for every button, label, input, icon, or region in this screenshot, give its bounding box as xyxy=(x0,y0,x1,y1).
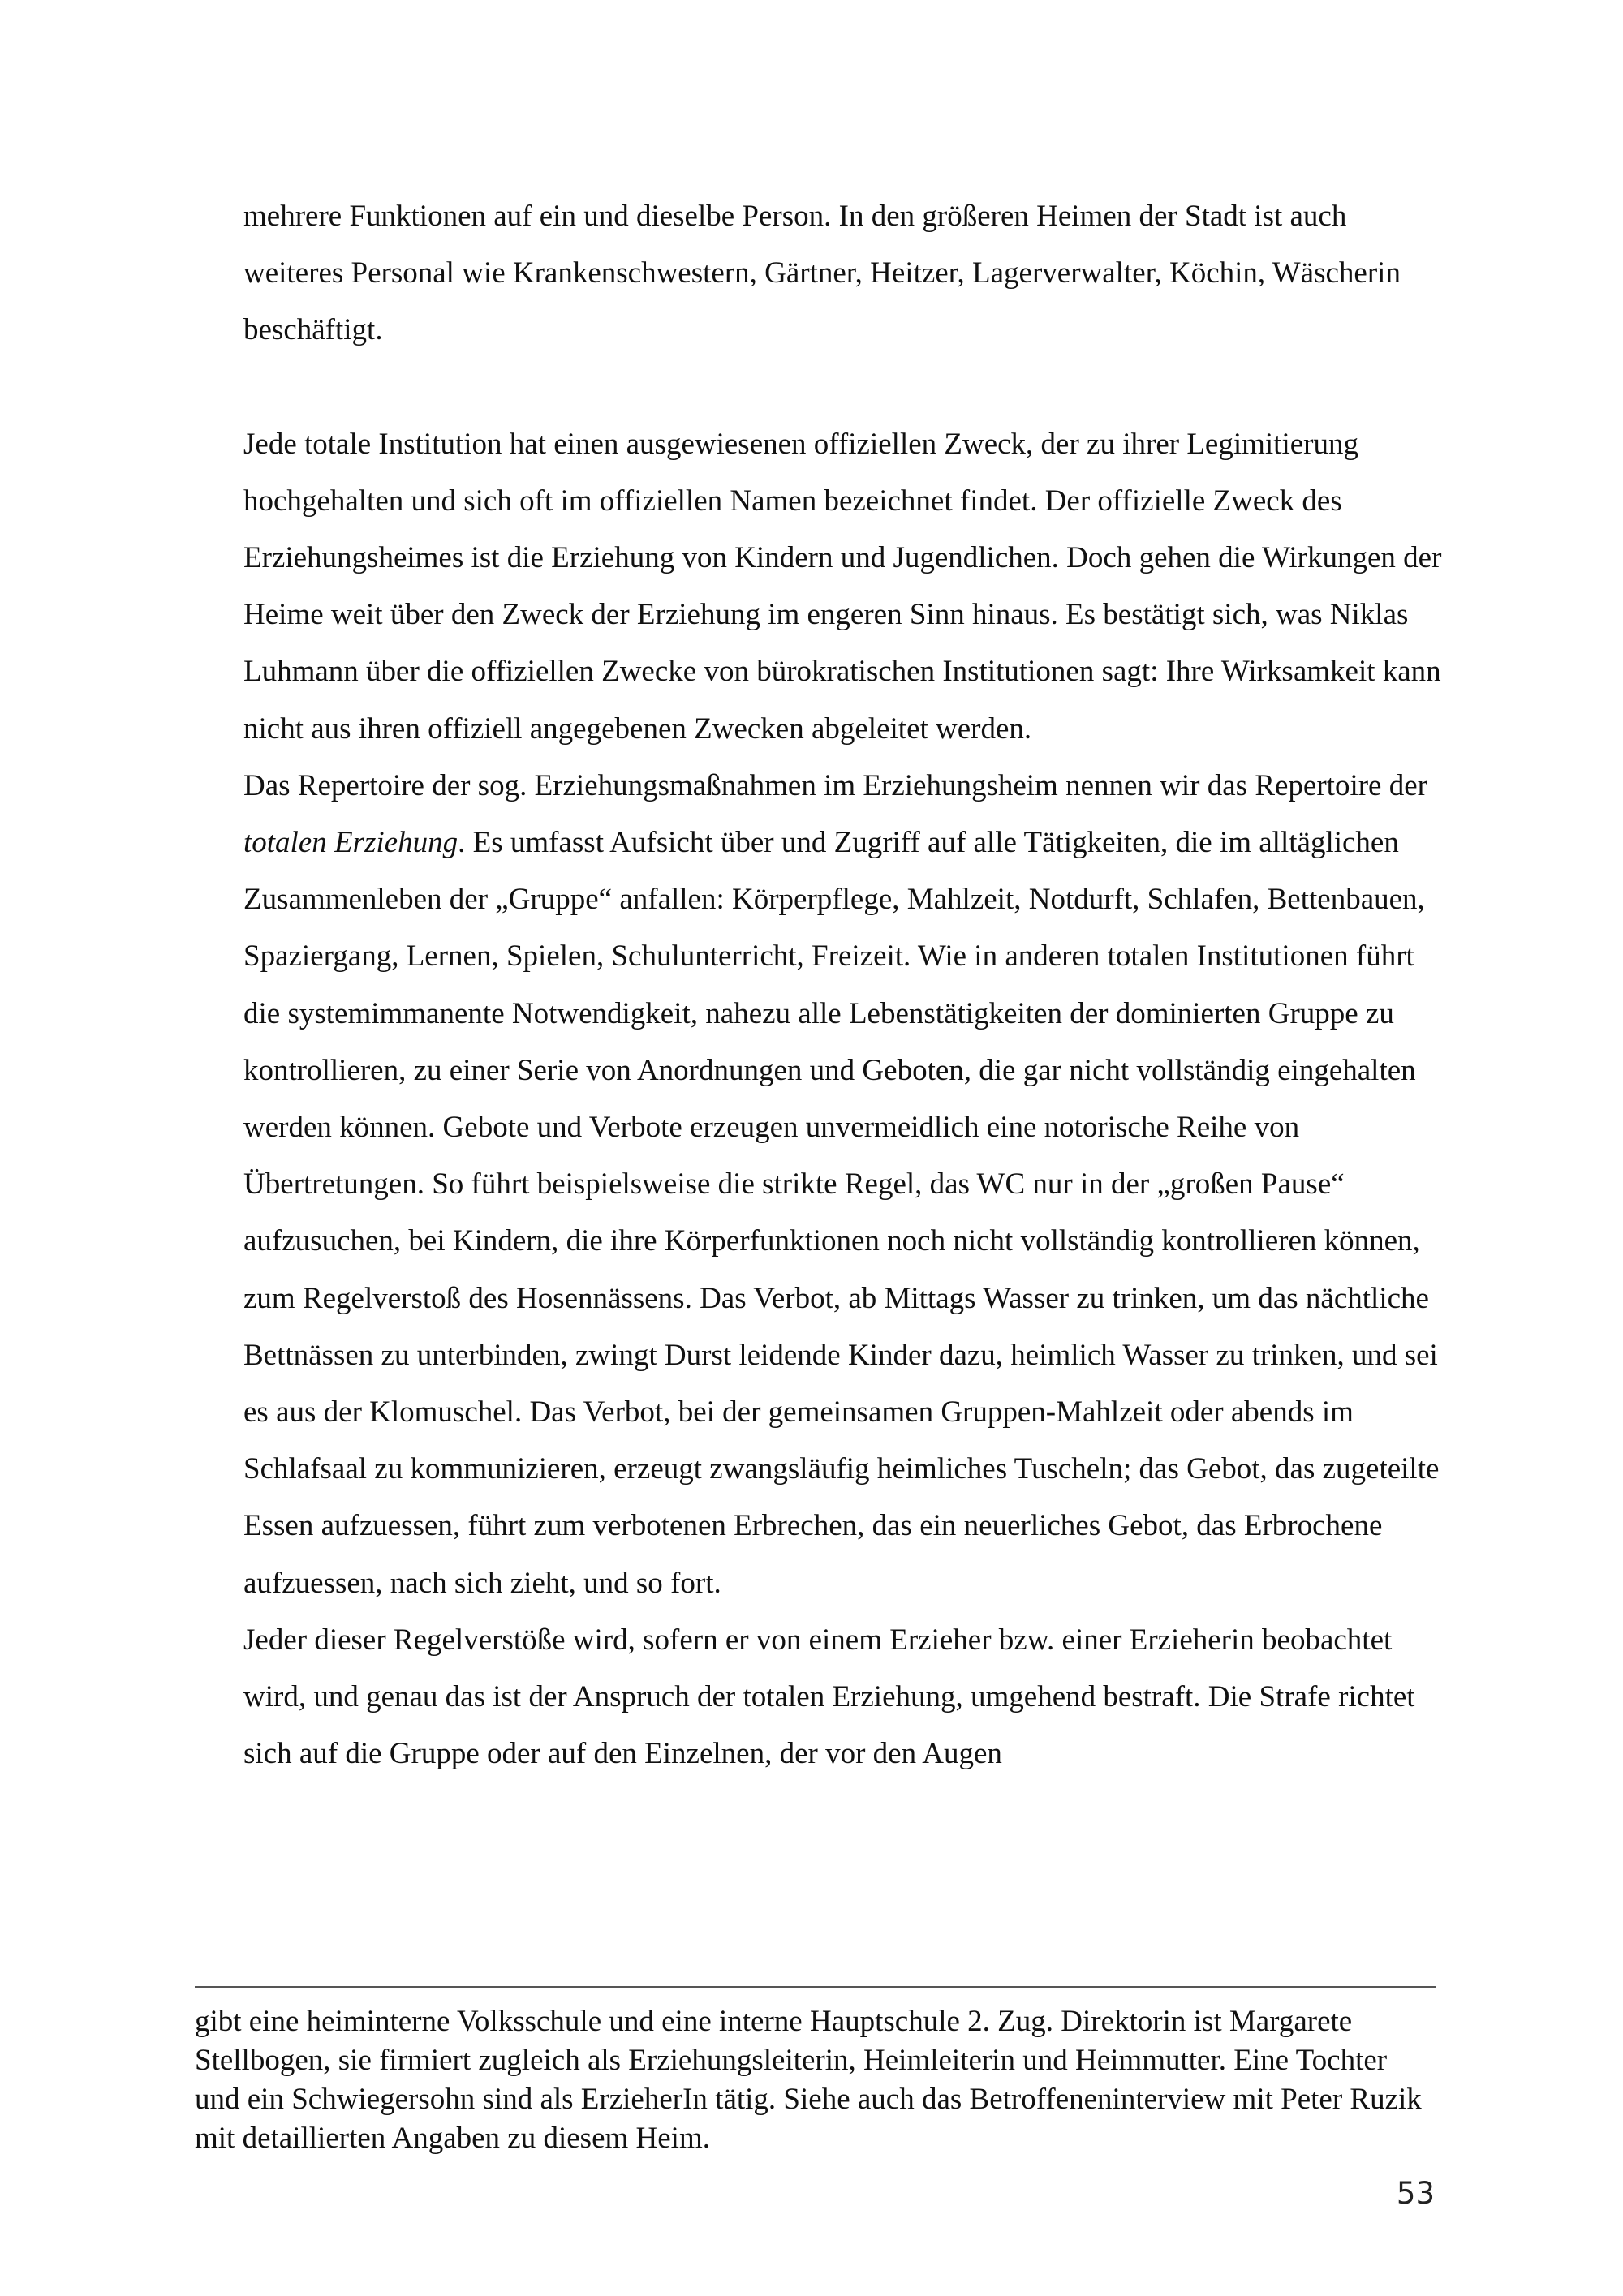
total-education-text-rest: . Es umfasst Aufsicht über und Zugriff auf alle Tätigkeiten, die im alltäglichen Zusammenleben der „Gruppe“ anfallen: Körperpflege, Mahlzeit, Notdurft, Schlafen, Bettenbauen, Spaziergang, Lernen, Spielen, Schulunterricht, Freizeit. Wie in anderen totalen Institutionen führt die systemimmanente Notwendigkeit, nahezu alle Lebenstätigkeiten der dominierten Gruppe zu kontrollieren, zu einer Serie von Anordnungen und Geboten, die gar nicht vollständig eingehalten werden können. Gebote und Verbote erzeugen unvermeidlich eine notorische Reihe von Übertretungen. So führt beispielsweise die strikte Regel, das WC nur in der „großen Pause“ aufzusuchen, bei Kindern, die ihre Körperfunktionen noch nicht vollständig kontrollieren können, zum Regelverstoß des Hosennässens. Das Verbot, ab Mittags Wasser zu trinken, um das nächtliche Bettnässen zu unterbinden, zwingt Durst leidende Kinder dazu, heimlich Wasser zu trinken, und sei es aus der Klomuschel. Das Verbot, bei der gemeinsamen Gruppen-Mahlzeit oder abends im Schlafsaal zu kommunizieren, erzeugt zwangsläufig heimliches Tuscheln; das Gebot, das zugeteilte Essen aufzuessen, führt zum verbotenen Erbrechen, das ein neuerliches Gebot, das Erbrochene aufzuessen, nach sich zieht, und so fort. xyxy=(243,826,1440,1600)
main-text xyxy=(243,188,1444,1782)
paragraph-staff: mehrere Funktionen auf ein und dieselbe Person. In den größeren Heimen der Stadt ist auch weiteres Personal wie Krankenschwestern, Gärtner, Heitzer, Lagerverwalter, Köchin, Wäscherin beschäftigt. xyxy=(243,200,1401,347)
footnote-divider xyxy=(195,1986,1436,1988)
paragraph-total-education xyxy=(243,758,1444,1612)
page-number: 53 xyxy=(1396,2176,1435,2211)
total-education-text-start: Das Repertoire der sog. Erziehungsmaßnahmen im Erziehungsheim nennen wir das Repertoire der xyxy=(243,768,1427,802)
paragraph-gap xyxy=(243,359,1444,416)
paragraph-punishment: Jeder dieser Regelverstöße wird, sofern er von einem Erzieher bzw. einer Erzieherin beobachtet wird, und genau das ist der Anspruch der totalen Erziehung, umgehend bestraft. Die Strafe richtet sich auf die Gruppe oder auf den Einzelnen, der vor den Augen xyxy=(243,1623,1415,1771)
footnote-text: gibt eine heiminterne Volksschule und eine interne Hauptschule 2. Zug. Direktorin ist Margarete Stellbogen, sie firmiert zugleich als Erziehungsleiterin, Heimleiterin und Heimmutter. Eine Tochter und ein Schwiegersohn sind als ErzieherIn tätig. Siehe auch das Betroffeneninterview mit Peter Ruzik mit detaillierten Angaben zu diesem Heim. xyxy=(195,2005,1422,2155)
total-education-term: totalen Erziehung xyxy=(243,826,458,860)
paragraph-official-purpose: Jede totale Institution hat einen ausgewiesenen offiziellen Zweck, der zu ihrer Legimitierung hochgehalten und sich oft im offiziellen Namen bezeichnet findet. Der offizielle Zweck des Erziehungsheimes ist die Erziehung von Kindern und Jugendlichen. Doch gehen die Wirkungen der Heime weit über den Zweck der Erziehung im engeren Sinn hinaus. Es bestätigt sich, was Niklas Luhmann über die offiziellen Zwecke von bürokratischen Institutionen sagt: Ihre Wirksamkeit kann nicht aus ihren offiziell angegebenen Zwecken abgeleitet werden. xyxy=(243,427,1442,746)
